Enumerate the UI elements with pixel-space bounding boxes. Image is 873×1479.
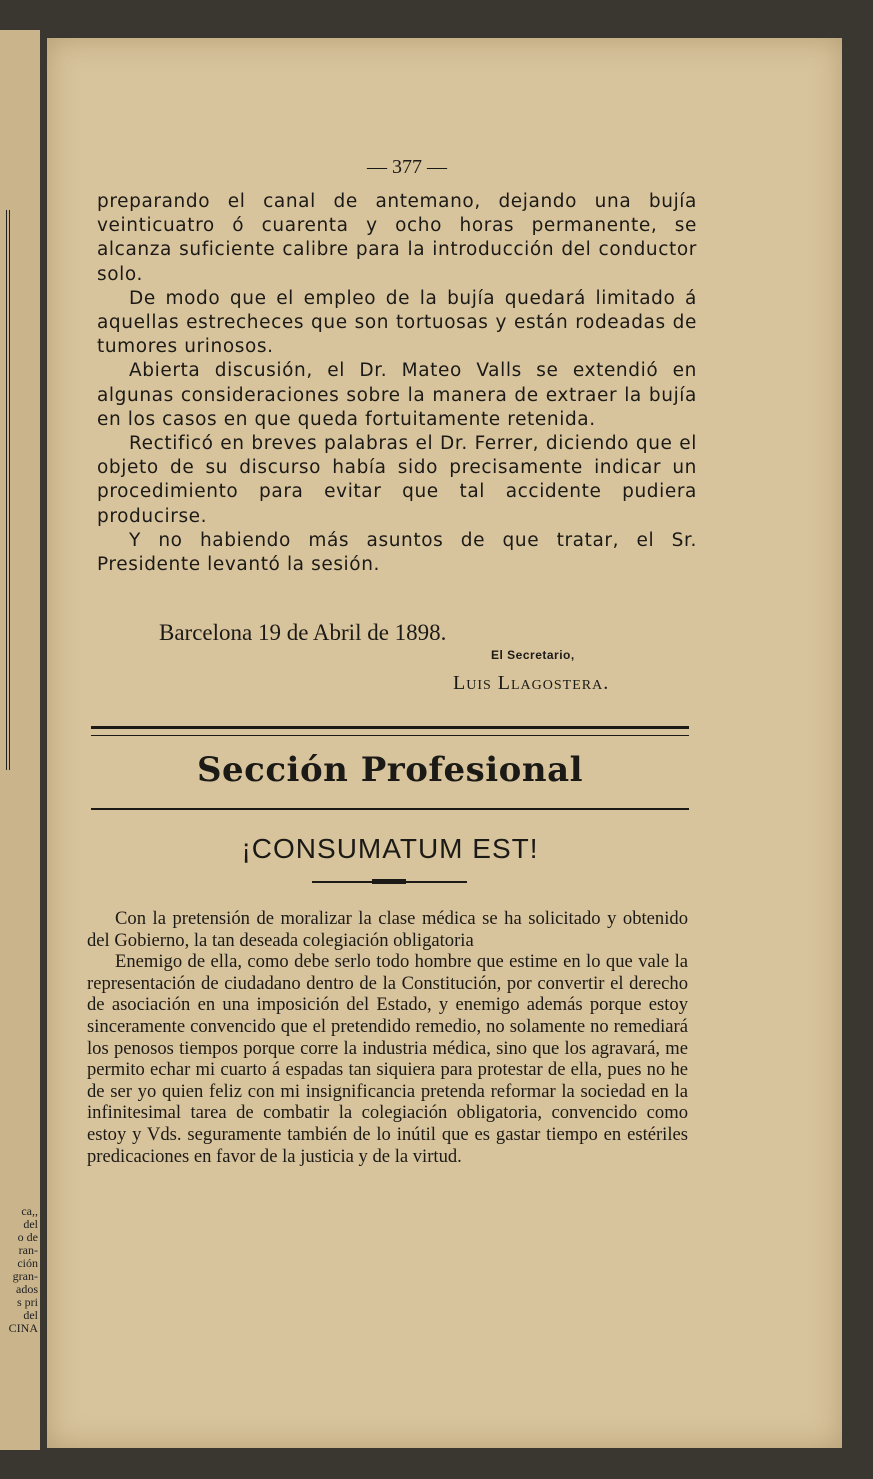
- previous-page-edge: [0, 30, 40, 1450]
- paragraph: preparando el canal de antemano, dejando una bujía veinticuatro ó cuarenta y ocho horas permanente, se alcanza suficiente calibre para la introducción del conductor solo.: [97, 191, 697, 285]
- ornament-rule: [312, 881, 467, 883]
- heading-underline: [91, 808, 689, 810]
- paragraph: De modo que el empleo de la bujía quedará limitado á aquellas estrecheces que son tortuosas y están rodeadas de tumores urinosos.: [97, 287, 697, 358]
- prev-snippet: s pri: [17, 1296, 38, 1309]
- prev-snippet: o de: [17, 1231, 38, 1244]
- dateline: Barcelona 19 de Abril de 1898.: [159, 620, 447, 645]
- paragraph: Abierta discusión, el Dr. Mateo Valls se extendió en algunas consideraciones sobre la manera de extraer la bujía en los casos en que queda fortuitamente retenida.: [97, 360, 697, 430]
- secretary-title: El Secretario,: [491, 648, 575, 662]
- paragraph: Rectificó en breves palabras el Dr. Ferrer, diciendo que el objeto de su discurso había sido precisamente indicar un procedimiento para evitar que tal accidente pudiera producirse.: [97, 433, 697, 527]
- paragraph: Con la pretensión de moralizar la clase médica se ha solicitado y obtenido del Gobierno, la tan deseada colegiación obligatoria: [87, 908, 688, 951]
- document-page: [47, 38, 842, 1448]
- previous-page-text: [2, 1205, 38, 1335]
- section-divider: [91, 726, 689, 736]
- prev-snippet: ados: [16, 1283, 38, 1296]
- paragraph: Y no habiendo más asuntos de que tratar, el Sr. Presidente levantó la sesión.: [97, 529, 697, 576]
- section-heading: Sección Profesional: [196, 750, 584, 790]
- prev-snippet: del: [23, 1218, 38, 1231]
- article-body: [87, 908, 688, 1167]
- article-title: ¡CONSUMATUM EST!: [241, 833, 539, 864]
- prev-snippet: CINA: [8, 1322, 38, 1335]
- secretary-signature: Luis Llagostera.: [453, 672, 610, 694]
- page-number: — 377 —: [367, 156, 447, 178]
- prev-snippet: del: [23, 1309, 38, 1322]
- prev-snippet: ran-: [18, 1244, 38, 1257]
- decorative-border: [6, 210, 40, 770]
- prev-snippet: ca,,: [21, 1205, 38, 1218]
- prev-snippet: gran-: [12, 1270, 38, 1283]
- paragraph: Enemigo de ella, como debe serlo todo hombre que estime en lo que vale la representación de ciudadano dentro de la Constitución, por convertir el derecho de asociación en una imposición del Estado, y enemigo además porque estoy sinceramente convencido que el pretendido remedio, no solamente no remediará los penosos tiempos porque corre la industria médica, sino que los agravará, me permito echar mi cuarto á espadas tan siquiera para protestar de ella, pues no he de ser yo quien feliz con mi insignificancia pretenda reformar la sociedad en la infinitesimal tarea de combatir la colegiación obligatoria, convencido como estoy y Vds. seguramente también de lo inútil que es gastar tiempo en estériles predicaciones en favor de la justicia y de la virtud.: [87, 951, 688, 1167]
- minutes-text: [97, 190, 697, 577]
- prev-snippet: ción: [17, 1257, 38, 1270]
